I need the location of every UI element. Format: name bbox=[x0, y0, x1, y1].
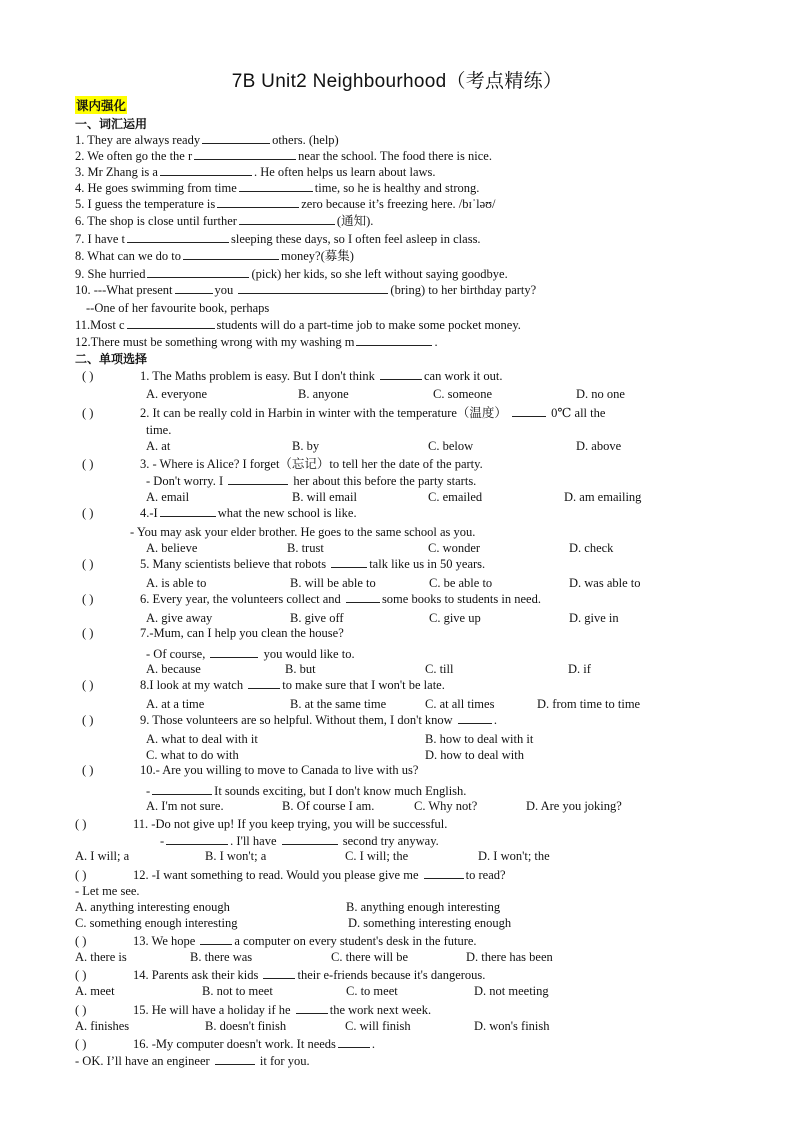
mc-15-option-d: D. won's finish bbox=[474, 1019, 550, 1033]
mc-15-option-a: A. finishes bbox=[75, 1019, 130, 1033]
mc-10-option-a: A. I'm not sure. bbox=[146, 799, 224, 813]
mc-4-option-c: C. wonder bbox=[428, 541, 481, 555]
mc-8-option-c: C. at all times bbox=[425, 697, 495, 711]
mc-13-option-a: A. there is bbox=[75, 950, 127, 964]
mc-question-10-sub: - It sounds exciting, but I don't know much English. bbox=[146, 784, 467, 798]
mc-2-option-d: D. above bbox=[576, 439, 622, 453]
mc-6-option-a: A. give away bbox=[146, 611, 213, 625]
mc-11-option-d: D. I won't; the bbox=[478, 849, 550, 863]
mc-12-option-b: B. anything enough interesting bbox=[346, 900, 501, 914]
mc-7-option-a: A. because bbox=[146, 662, 201, 676]
mc-7-option-b: B. but bbox=[285, 662, 316, 676]
mc-question-6: ( ) 6. Every year, the volunteers collect and some books to students in need. bbox=[82, 592, 541, 606]
mc-question-12-sub: - Let me see. bbox=[75, 884, 140, 898]
mc-5-option-b: B. will be able to bbox=[290, 576, 376, 590]
mc-3-option-c: C. emailed bbox=[428, 490, 483, 504]
mc-9-option-c: C. what to do with bbox=[146, 748, 239, 762]
vocab-item-11: 11.Most c students will do a part-time job to make some pocket money. bbox=[75, 318, 521, 332]
mc-2-option-b: B. by bbox=[292, 439, 320, 453]
vocab-item-9: 9. She hurried (pick) her kids, so she left without saying goodbye. bbox=[75, 267, 508, 281]
mc-2-option-c: C. below bbox=[428, 439, 474, 453]
mc-5-option-d: D. was able to bbox=[569, 576, 641, 590]
mc-question-3-sub: - Don't worry. I her about this before the party starts. bbox=[146, 474, 477, 488]
mc-7-option-c: C. till bbox=[425, 662, 454, 676]
vocab-item-1: 1. They are always ready others. (help) bbox=[75, 133, 339, 147]
mc-13-option-d: D. there has been bbox=[466, 950, 553, 964]
mc-3-option-d: D. am emailing bbox=[564, 490, 642, 504]
mc-11-option-b: B. I won't; a bbox=[205, 849, 267, 863]
page-title: 7B Unit2 Neighbourhood（考点精练） bbox=[231, 71, 563, 92]
mc-1-option-d: D. no one bbox=[576, 387, 625, 401]
mc-question-7-sub: - Of course, you would like to. bbox=[146, 647, 355, 661]
mc-1-option-b: B. anyone bbox=[298, 387, 349, 401]
vocab-item-10-answer: --One of her favourite book, perhaps bbox=[86, 301, 270, 315]
mc-12-option-c: C. something enough interesting bbox=[75, 916, 238, 930]
vocab-item-5: 5. I guess the temperature is zero because it’s freezing here. /bɪˈləʊ/ bbox=[75, 197, 496, 211]
vocab-item-7: 7. I have t sleeping these days, so I often feel asleep in class. bbox=[75, 232, 481, 246]
mc-13-option-b: B. there was bbox=[190, 950, 253, 964]
mc-question-14: ( ) 14. Parents ask their kids their e-friends because it's dangerous. bbox=[75, 968, 486, 982]
vocab-item-4: 4. He goes swimming from time time, so he is healthy and strong. bbox=[75, 181, 480, 195]
mc-question-11: ( ) 11. -Do not give up! If you keep trying, you will be successful. bbox=[75, 817, 448, 831]
mc-14-option-d: D. not meeting bbox=[474, 984, 549, 998]
mc-question-1: ( ) 1. The Maths problem is easy. But I don't think can work it out. bbox=[82, 369, 503, 383]
mc-1-option-a: A. everyone bbox=[146, 387, 208, 401]
section-multiple-choice-heading: 二、单项选择 bbox=[75, 352, 148, 366]
mc-question-5: ( ) 5. Many scientists believe that robots talk like us in 50 years. bbox=[82, 557, 486, 571]
mc-9-option-b: B. how to deal with it bbox=[425, 732, 534, 746]
mc-question-16: ( ) 16. -My computer doesn't work. It needs . bbox=[75, 1037, 376, 1051]
mc-3-option-a: A. email bbox=[146, 490, 190, 504]
mc-4-option-b: B. trust bbox=[287, 541, 324, 555]
mc-6-option-d: D. give in bbox=[569, 611, 619, 625]
mc-question-13: ( ) 13. We hope a computer on every student's desk in the future. bbox=[75, 934, 477, 948]
mc-question-2: ( ) 2. It can be really cold in Harbin in winter with the temperature（温度） 0℃ all the bbox=[82, 406, 606, 420]
mc-15-option-c: C. will finish bbox=[345, 1019, 411, 1033]
mc-question-4-sub: - You may ask your elder brother. He goes to the same school as you. bbox=[130, 525, 476, 539]
mc-10-option-c: C. Why not? bbox=[414, 799, 478, 813]
mc-7-option-d: D. if bbox=[568, 662, 591, 676]
mc-question-11-sub: - . I'll have second try anyway. bbox=[160, 834, 439, 848]
vocab-item-10: 10. ---What present you (bring) to her birthday party? bbox=[75, 283, 537, 297]
mc-4-option-a: A. believe bbox=[146, 541, 198, 555]
mc-question-4: ( ) 4.-I what the new school is like. bbox=[82, 506, 357, 520]
vocab-item-12: 12.There must be something wrong with my washing m . bbox=[75, 335, 438, 349]
mc-12-option-d: D. something interesting enough bbox=[348, 916, 512, 930]
mc-question-3: ( ) 3. - Where is Alice? I forget（忘记）to tell her the date of the party. bbox=[82, 457, 483, 471]
mc-9-option-d: D. how to deal with bbox=[425, 748, 524, 762]
vocab-item-3: 3. Mr Zhang is a . He often helps us learn about laws. bbox=[75, 165, 436, 179]
mc-question-8: ( ) 8.I look at my watch to make sure that I won't be late. bbox=[82, 678, 445, 692]
mc-9-option-a: A. what to deal with it bbox=[146, 732, 258, 746]
vocab-item-6: 6. The shop is close until further (通知). bbox=[75, 214, 374, 228]
mc-8-option-d: D. from time to time bbox=[537, 697, 641, 711]
mc-8-option-b: B. at the same time bbox=[290, 697, 387, 711]
mc-5-option-c: C. be able to bbox=[429, 576, 493, 590]
mc-question-10: ( ) 10.- Are you willing to move to Canada to live with us? bbox=[82, 763, 419, 777]
mc-13-option-c: C. there will be bbox=[331, 950, 409, 964]
mc-11-option-a: A. I will; a bbox=[75, 849, 130, 863]
mc-11-option-c: C. I will; the bbox=[345, 849, 409, 863]
mc-question-7: ( ) 7.-Mum, can I help you clean the house? bbox=[82, 626, 344, 640]
mc-4-option-d: D. check bbox=[569, 541, 614, 555]
mc-6-option-c: C. give up bbox=[429, 611, 481, 625]
mc-14-option-b: B. not to meet bbox=[202, 984, 273, 998]
mc-15-option-b: B. doesn't finish bbox=[205, 1019, 287, 1033]
mc-question-15: ( ) 15. He will have a holiday if he the work next week. bbox=[75, 1003, 432, 1017]
mc-question-9: ( ) 9. Those volunteers are so helpful. Without them, I don't know . bbox=[82, 713, 497, 727]
mc-question-12: ( ) 12. -I want something to read. Would you please give me to read? bbox=[75, 868, 506, 882]
mc-8-option-a: A. at a time bbox=[146, 697, 205, 711]
mc-14-option-a: A. meet bbox=[75, 984, 115, 998]
mc-2-option-a: A. at bbox=[146, 439, 171, 453]
mc-1-option-c: C. someone bbox=[433, 387, 493, 401]
mc-12-option-a: A. anything interesting enough bbox=[75, 900, 230, 914]
highlight-label: 课内强化 bbox=[76, 98, 127, 113]
mc-5-option-a: A. is able to bbox=[146, 576, 207, 590]
mc-3-option-b: B. will email bbox=[292, 490, 357, 504]
vocab-item-2: 2. We often go the the r near the school. The food there is nice. bbox=[75, 149, 492, 163]
mc-14-option-c: C. to meet bbox=[346, 984, 398, 998]
vocab-item-8: 8. What can we do to money?(募集) bbox=[75, 249, 354, 263]
mc-6-option-b: B. give off bbox=[290, 611, 344, 625]
section-vocabulary-heading: 一、词汇运用 bbox=[75, 117, 148, 131]
mc-10-option-b: B. Of course I am. bbox=[282, 799, 375, 813]
mc-10-option-d: D. Are you joking? bbox=[526, 799, 622, 813]
mc-question-16-sub: - OK. I’ll have an engineer it for you. bbox=[75, 1054, 310, 1068]
mc-question-2-cont: time. bbox=[146, 423, 172, 437]
